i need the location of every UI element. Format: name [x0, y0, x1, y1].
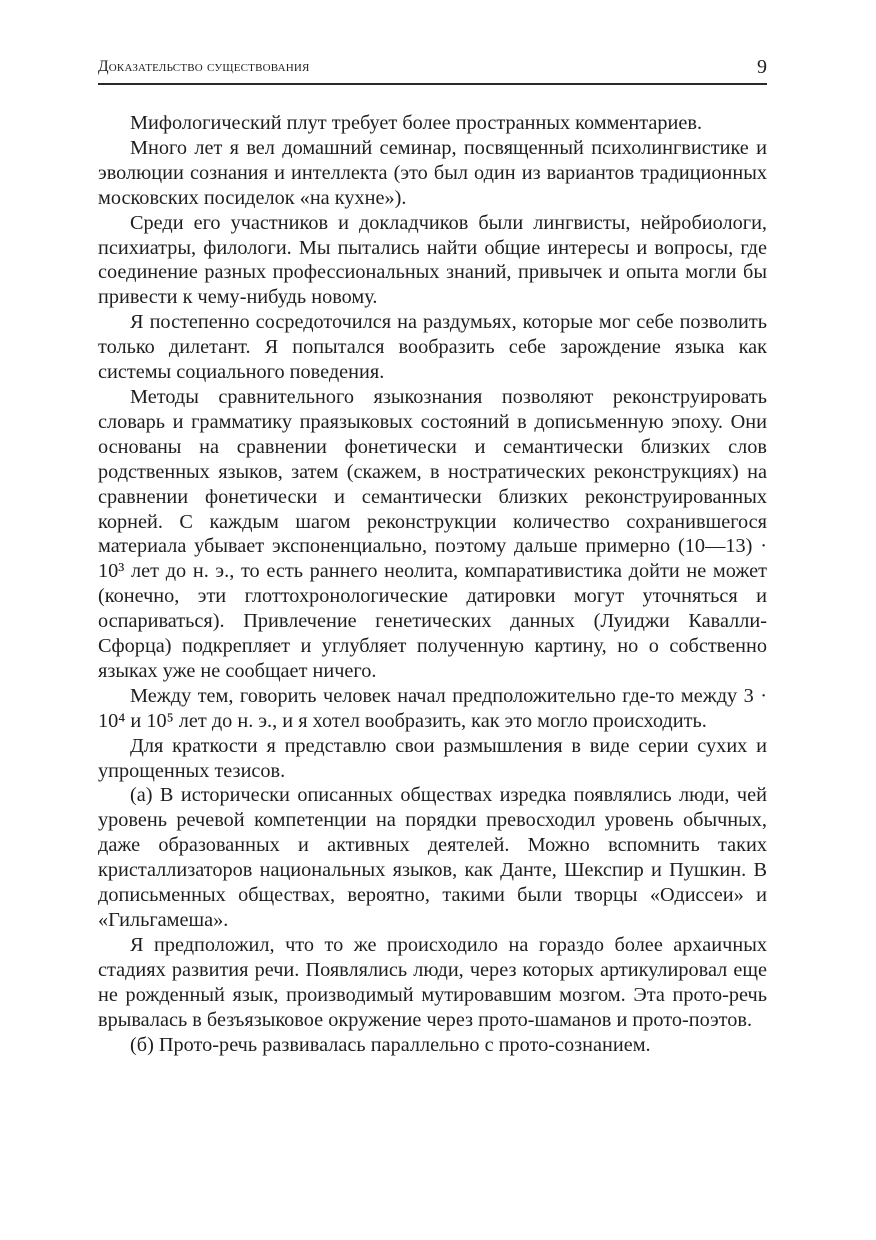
paragraph: Между тем, говорить человек начал предположительно где-то между 3 · 10⁴ и 10⁵ лет до н. э., и я хотел вообразить, как это могло происходить. — [98, 684, 767, 732]
body-text — [98, 111, 767, 1057]
running-header — [98, 56, 767, 85]
running-title: Доказательство существования — [98, 58, 310, 75]
paragraph: Методы сравнительного языкознания позволяют реконструировать словарь и грамматику праязыковых состояний в дописьменную эпоху. Они основаны на сравнении фонетически и семантически близких слов родственных языков, затем (скажем, в ностратических реконструкциях) на сравнении фонетически и семантически близких реконструированных корней. С каждым шагом реконструкции количество сохранившегося материала убывает экспоненциально, поэтому дальше примерно (10—13) · 10³ лет до н. э., то есть раннего неолита, компаративистика дойти не может (конечно, эти глоттохронологические датировки могут уточняться и оспариваться). Привлечение генетических данных (Луиджи Кавалли-Сфорца) подкрепляет и углубляет полученную картину, но о собственно языках уже не сообщает ничего. — [98, 385, 767, 682]
paragraph: Я предположил, что то же происходило на гораздо более архаичных стадиях развития речи. Появлялись люди, через которых артикулировал еще не рожденный язык, производимый мутировавшим мозгом. Эта прото-речь врывалась в безъязыковое окружение через прото-шаманов и прото-поэтов. — [98, 933, 767, 1031]
paragraph: Среди его участников и докладчиков были лингвисты, нейробиологи, психиатры, филологи. Мы пытались найти общие интересы и вопросы, где соединение разных профессиональных знаний, привычек и опыта могли бы привести к чему-нибудь новому. — [98, 211, 767, 309]
paragraph: (б) Прото-речь развивалась параллельно с прото-сознанием. — [130, 1033, 651, 1056]
paragraph: Для краткости я представлю свои размышления в виде серии сухих и упрощенных тезисов. — [98, 734, 767, 782]
paragraph: Много лет я вел домашний семинар, посвященный психолингвистике и эволюции сознания и интеллекта (это был один из вариантов традиционных московских посиделок «на кухне»). — [98, 136, 767, 209]
paragraph: (а) В исторически описанных обществах изредка появлялись люди, чей уровень речевой компетенции на порядки превосходил уровень обычных, даже образованных и активных деятелей. Можно вспомнить таких кристаллизаторов национальных языков, как Данте, Шекспир и Пушкин. В дописьменных обществах, вероятно, такими были творцы «Одиссеи» и «Гильгамеша». — [98, 784, 767, 931]
page-number: 9 — [757, 56, 767, 78]
paragraph: Мифологический плут требует более пространных комментариев. — [130, 112, 703, 134]
paragraph: Я постепенно сосредоточился на раздумьях, которые мог себе позволить только дилетант. Я попытался вообразить себе зарождение языка как системы социального поведения. — [98, 311, 767, 384]
